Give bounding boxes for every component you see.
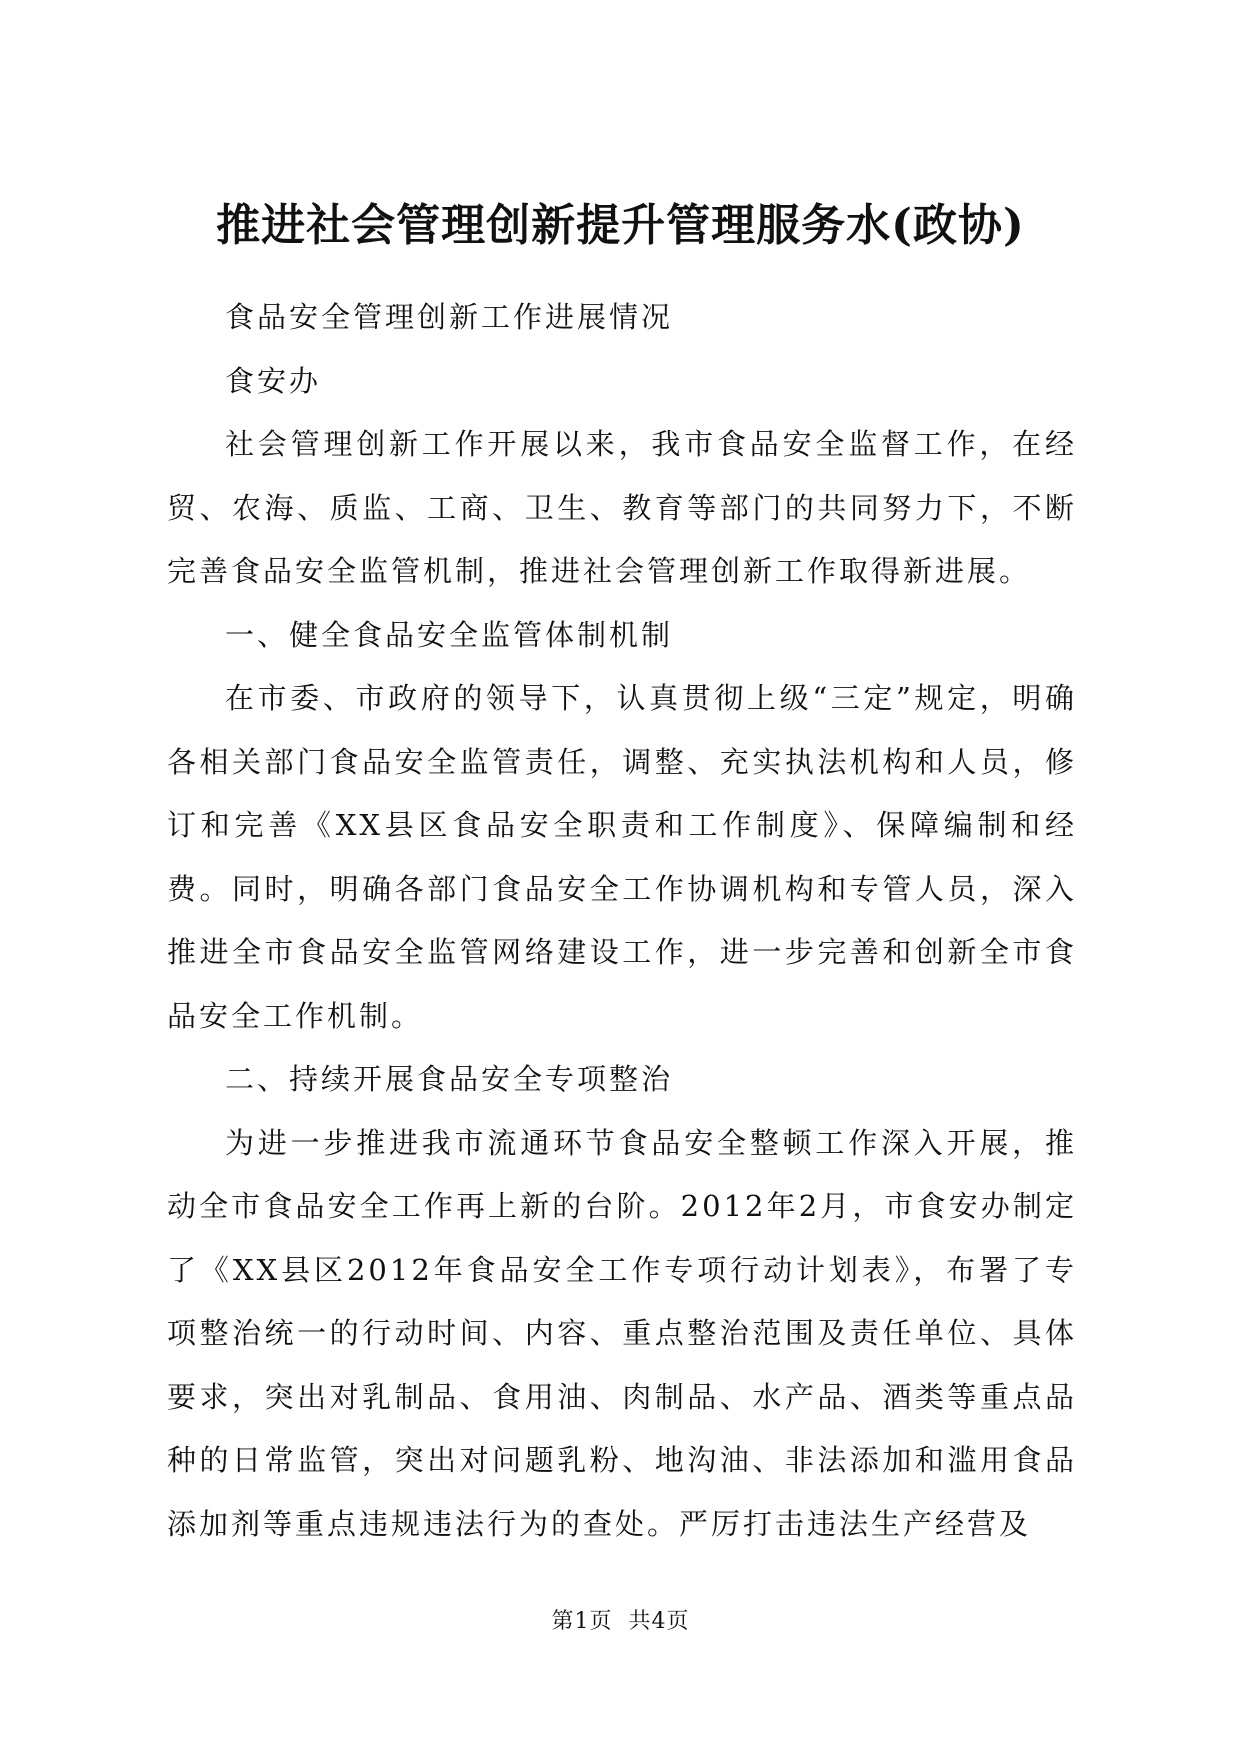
- section-heading-1: 一、健全食品安全监管体制机制: [225, 617, 674, 652]
- department-paragraph: 食安办: [225, 363, 322, 398]
- section-1-paragraph: 在市委、市政府的领导下，认真贯彻上级“三定”规定，明确各相关部门食品安全监管责任，调整、充实执法机构和人员，修订和完善《XX县区食品安全职责和工作制度》、保障编制和经费。同时，明确各部门食品安全工作协调机构和专管人员，深入推进全市食品安全监管网络建设工作，进一步完善和创新全市食品安全工作机制。: [167, 681, 1077, 1033]
- document-body: [167, 286, 1077, 1556]
- page-total: 共4页: [628, 1609, 690, 1634]
- section-heading-2: 二、持续开展食品安全专项整治: [225, 1062, 674, 1096]
- section-2-paragraph: 为进一步推进我市流通环节食品安全整顿工作深入开展，推动全市食品安全工作再上新的台阶。2012年2月，市食安办制定了《XX县区2012年食品安全工作专项行动计划表》，布署了专项整治统一的行动时间、内容、重点整治范围及责任单位、具体要求，突出对乳制品、食用油、肉制品、水产品、酒类等重点品种的日常监管，突出对问题乳粉、地沟油、非法添加和滥用食品添加剂等重点违规违法行为的查处。严厉打击违法生产经营及: [167, 1125, 1077, 1541]
- intro-paragraph: 社会管理创新工作开展以来，我市食品安全监督工作，在经贸、农海、质监、工商、卫生、教育等部门的共同努力下，不断完善食品安全监管机制，推进社会管理创新工作取得新进展。: [167, 427, 1077, 588]
- subtitle-paragraph: 食品安全管理创新工作进展情况: [225, 300, 674, 334]
- page-footer: [0, 1607, 1241, 1637]
- document-title: 推进社会管理创新提升管理服务水(政协): [216, 200, 1025, 251]
- page-number: 第1页: [551, 1609, 613, 1634]
